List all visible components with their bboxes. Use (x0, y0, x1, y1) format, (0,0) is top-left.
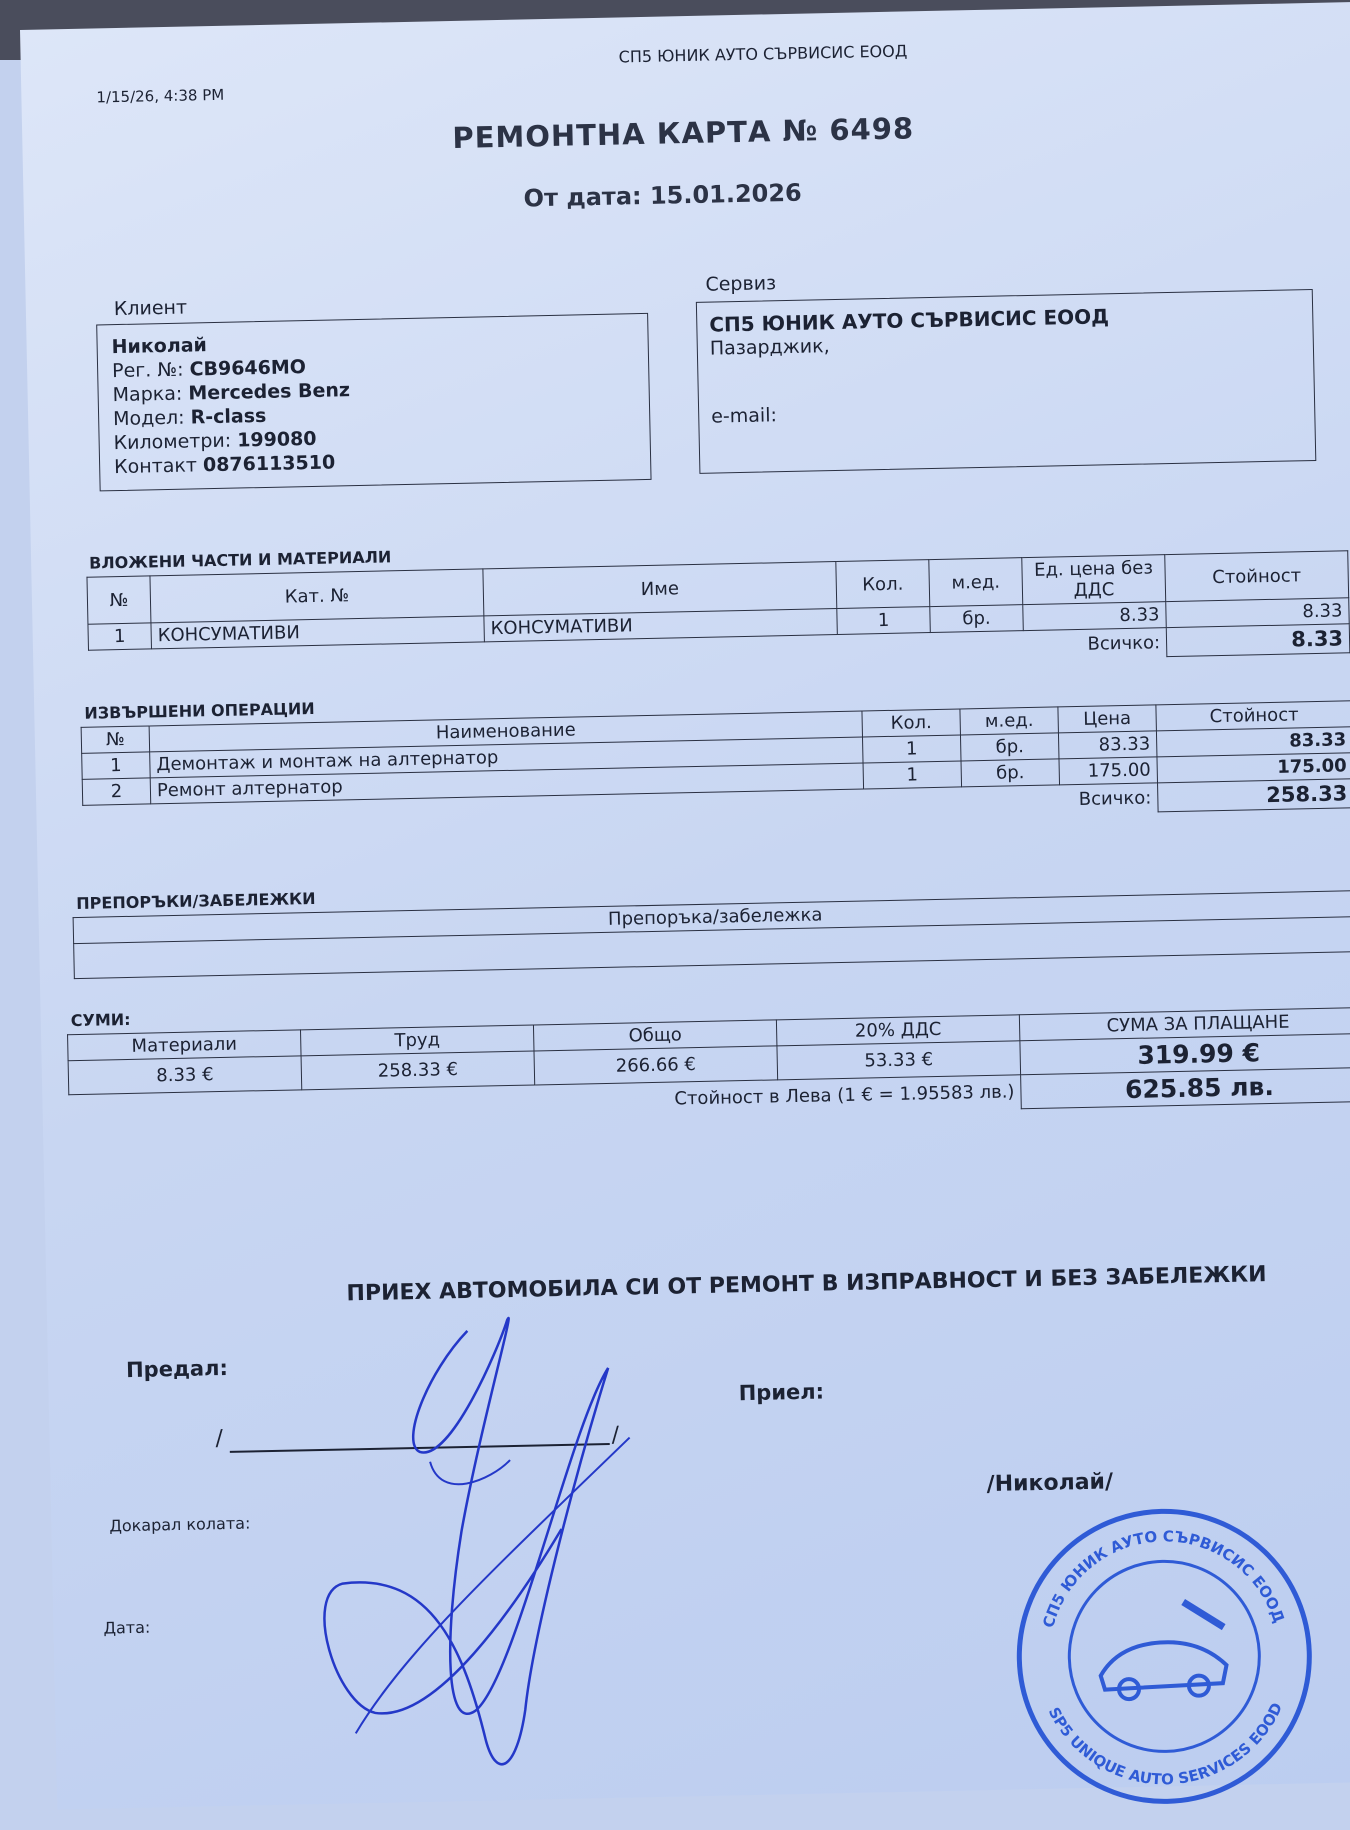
col-price: Цена (1058, 705, 1157, 733)
received-name: /Николай/ (986, 1469, 1114, 1498)
date-label: Дата: (103, 1617, 151, 1638)
reg-number: CB9646MO (189, 356, 307, 381)
cell: 1 (862, 735, 961, 763)
cell: 1 (837, 607, 931, 635)
car-make: Mercedes Benz (188, 379, 351, 405)
col-qty: Кол. (836, 560, 930, 609)
col-unit-price: Ед. цена без ДДС (1022, 555, 1166, 605)
col-value: Стойност (1156, 701, 1350, 731)
col-qty: Кол. (862, 709, 961, 737)
car-model: R-class (190, 404, 267, 429)
col-total: Общо (533, 1020, 776, 1051)
col-name: Име (483, 562, 837, 616)
col-labour: Труд (301, 1025, 534, 1056)
total-sum: 266.66 € (534, 1046, 778, 1085)
service-city: Пазарджик, (709, 335, 830, 360)
cell: КОНСУМАТИВИ (484, 609, 837, 642)
parts-total: 8.33 (1166, 624, 1350, 657)
operations-table (81, 700, 1350, 835)
document-title: РЕМОНТНА КАРТА № 6498 (451, 111, 915, 155)
service-name: СП5 ЮНИК АУТО СЪРВИСИС ЕООД (709, 304, 1110, 337)
print-timestamp: 1/15/26, 4:38 PM (96, 85, 225, 107)
col-vat: 20% ДДС (776, 1015, 1019, 1046)
cell: 8.33 (1023, 602, 1167, 631)
company-stamp (1011, 1503, 1317, 1809)
col-unit: м.ед. (960, 707, 1059, 735)
cell: Демонтаж и монтаж на алтернатор (150, 737, 863, 778)
stamp-bottom-text: SP5 UNIQUE AUTO SERVICES EOOD (1044, 1699, 1287, 1789)
contact-label: Контакт (113, 454, 198, 479)
notes-section-title: ПРЕПОРЪКИ/ЗАБЕЛЕЖКИ (76, 889, 316, 914)
amount-due: 319.99 € (1020, 1033, 1350, 1074)
vat-sum: 53.33 € (777, 1041, 1021, 1080)
reg-label: Рег. №: (111, 358, 184, 383)
client-box (96, 313, 651, 492)
operations-section-title: ИЗВЪРШЕНИ ОПЕРАЦИИ (84, 698, 315, 723)
service-box (696, 289, 1316, 474)
parts-section-title: ВЛОЖЕНИ ЧАСТИ И МАТЕРИАЛИ (88, 547, 392, 573)
mileage: 199080 (236, 427, 317, 452)
col-no: № (87, 576, 151, 624)
parts-table (86, 550, 1350, 679)
col-cat-no: Кат. № (150, 569, 484, 623)
slash-right: / (611, 1422, 620, 1448)
cell: бр. (930, 605, 1024, 633)
notes-header: Препоръка/забележка (73, 891, 1350, 944)
service-label: Сервиз (705, 272, 777, 296)
materials-sum: 8.33 € (68, 1056, 302, 1095)
repair-card-document (20, 2, 1350, 1810)
parts-total-label: Всичко: (1087, 632, 1161, 655)
operations-total-label: Всичко: (1078, 787, 1152, 810)
make-label: Марка: (112, 382, 183, 407)
acceptance-statement: ПРИЕХ АВТОМОБИЛА СИ ОТ РЕМОНТ В ИЗПРАВНОСТ И БЕЗ ЗАБЕЛЕЖКИ (346, 1262, 1267, 1307)
client-name: Николай (111, 334, 208, 359)
cell: 175.00 (1059, 757, 1158, 785)
col-name: Наименование (149, 711, 862, 752)
handwritten-signature (307, 1307, 647, 1794)
operations-total: 258.33 (1158, 779, 1350, 812)
model-label: Модел: (112, 406, 185, 431)
cell: Ремонт алтернатор (150, 763, 863, 804)
company-header: СП5 ЮНИК АУТО СЪРВИСИС ЕООД (618, 41, 908, 67)
labour-sum: 258.33 € (301, 1051, 535, 1090)
km-label: Километри: (113, 429, 232, 455)
stamp-top-text: СП5 ЮНИК АУТО СЪРВИСИС ЕООД (1039, 1527, 1289, 1630)
cell: 1 (82, 752, 151, 779)
cell: бр. (960, 733, 1059, 761)
col-unit: м.ед. (929, 558, 1023, 607)
sums-section-title: СУМИ: (70, 1009, 131, 1031)
col-materials: Материали (68, 1030, 301, 1061)
cell: КОНСУМАТИВИ (151, 616, 484, 649)
cell: 83.33 (1156, 727, 1350, 757)
document-date: От дата: 15.01.2026 (523, 178, 803, 213)
bgn-label: Стойност в Лева (1 € = 1.95583 лв.) (674, 1081, 1015, 1110)
cell: 8.33 (1166, 598, 1350, 628)
cell: 1 (863, 761, 962, 789)
cell: 1 (88, 623, 152, 650)
col-value: Стойност (1165, 551, 1349, 602)
cell: бр. (961, 759, 1060, 787)
cell: 175.00 (1157, 753, 1350, 783)
received-label: Приел: (738, 1379, 825, 1406)
cell: 83.33 (1058, 731, 1157, 759)
brought-car-label: Докарал колата: (109, 1513, 251, 1536)
client-label: Клиент (113, 296, 188, 321)
col-no: № (81, 726, 150, 753)
cell: 2 (82, 778, 151, 805)
wrench-icon (1183, 1601, 1224, 1628)
slash-left: / (215, 1426, 224, 1452)
col-amount-due: СУМА ЗА ПЛАЩАНЕ (1019, 1007, 1350, 1040)
service-email-label: e-mail: (711, 404, 778, 428)
bgn-amount: 625.85 лв. (1021, 1067, 1350, 1108)
contact-phone: 0876113510 (202, 451, 336, 477)
sums-table (67, 1007, 1350, 1129)
handed-label: Предал: (125, 1355, 229, 1383)
